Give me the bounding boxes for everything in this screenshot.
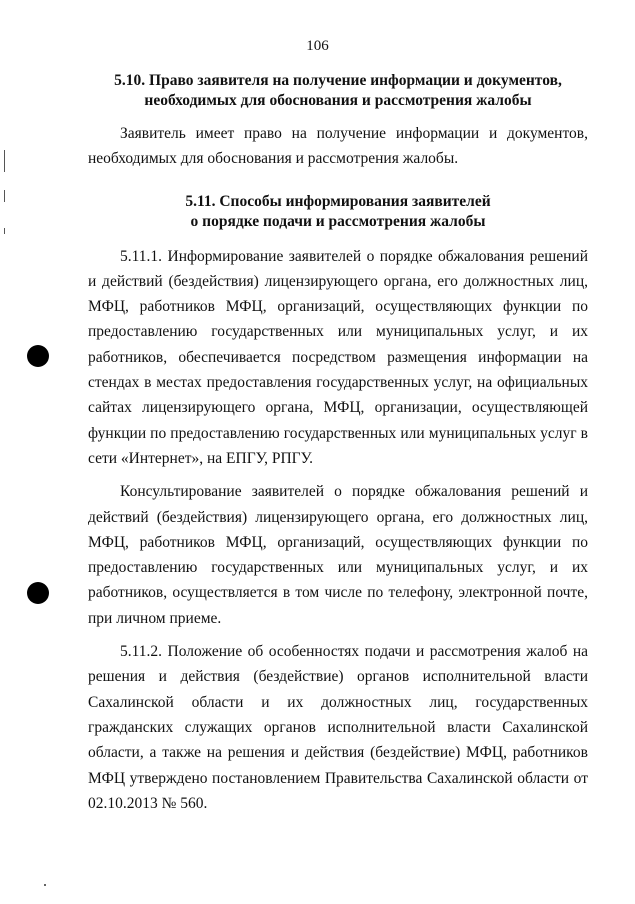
scan-edge-mark: [4, 190, 5, 202]
paragraph-consulting: Консультирование заявителей о порядке обжалования решений и действий (бездействия) лицензирующего органа, его должностных лиц, МФЦ, работников МФЦ, организаций, осуществляющих функции по предоставлению государственных или муниципальных услуг, и их работников, осуществляется в том числе по телефону, электронной почте, при личном приеме.: [88, 483, 588, 627]
page-content: [88, 68, 588, 816]
punch-hole-lower: [27, 582, 49, 604]
paragraph-5-11-1: 5.11.1. Информирование заявителей о порядке обжалования решений и действий (бездействия) лицензирующего органа, его должностных лиц, МФЦ, работников МФЦ, организаций, осуществляющих функции по предоставлению государственных или муниципальных услуг, и их работников, обеспечивается посредством размещения информации на стендах в местах предоставления государственных услуг, на официальных сайтах лицензирующего органа, МФЦ, организации, осуществляющей функции по предоставлению государственных или муниципальных услуг в сети «Интернет», на ЕПГУ, РПГУ.: [88, 247, 588, 467]
section-5-11-heading: [88, 192, 588, 232]
page-number: 106: [306, 38, 329, 54]
punch-hole-upper: [27, 345, 49, 367]
scan-edge-mark: [4, 228, 5, 234]
section-5-10-paragraph: Заявитель имеет право на получение информации и документов, необходимых для обоснования и рассмотрения жалобы.: [88, 125, 588, 168]
paragraph-5-11-2: 5.11.2. Положение об особенностях подачи и рассмотрения жалоб на решения и действия (бездействие) органов исполнительной власти Сахалинской области и их должностных лиц, государственных гражданских служащих органов исполнительной власти Сахалинской области, а также на решения и действия (бездействие) МФЦ, работников МФЦ утверждено постановлением Правительства Сахалинской области от 02.10.2013 № 560.: [88, 643, 588, 812]
section-5-11-heading-line-2: о порядке подачи и рассмотрения жалобы: [190, 212, 486, 230]
scan-edge-mark: [4, 150, 5, 172]
section-5-11-heading-line-1: 5.11. Способы информирования заявителей: [185, 192, 491, 210]
section-5-10-heading-line-1: 5.10. Право заявителя на получение информации и документов,: [114, 72, 562, 89]
section-5-10-heading: [88, 71, 588, 111]
scan-speck: [44, 884, 46, 886]
section-5-10-heading-line-2: необходимых для обоснования и рассмотрения жалобы: [144, 92, 532, 109]
